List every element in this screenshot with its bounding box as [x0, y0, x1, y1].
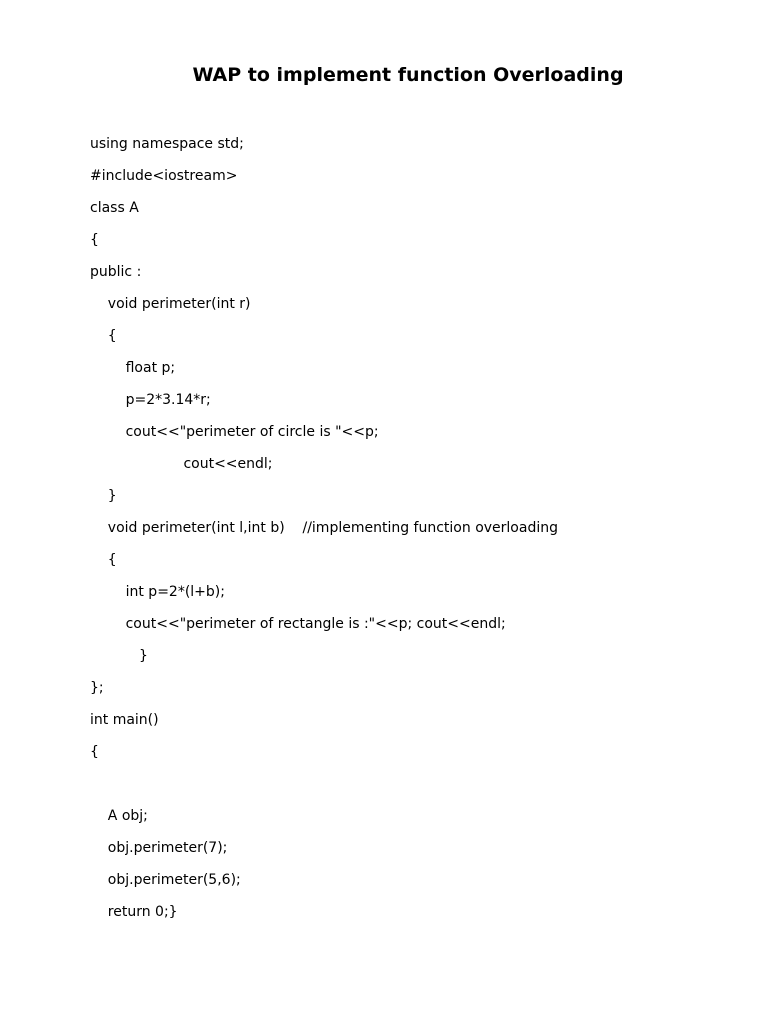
- code-line: {: [90, 328, 117, 344]
- code-line: }: [90, 648, 148, 664]
- code-line: obj.perimeter(5,6);: [90, 872, 241, 888]
- code-line: int p=2*(l+b);: [90, 584, 225, 600]
- code-line: [90, 772, 558, 804]
- code-line: A obj;: [90, 808, 148, 824]
- code-line: {: [90, 232, 99, 248]
- code-line: #include<iostream>: [90, 168, 238, 184]
- code-line: class A: [90, 200, 139, 216]
- code-line: void perimeter(int r): [90, 296, 251, 312]
- code-line: cout<<"perimeter of rectangle is :"<<p; cout<<endl;: [90, 616, 506, 632]
- code-listing: [90, 132, 558, 932]
- code-line: return 0;}: [90, 904, 178, 920]
- code-line: cout<<endl;: [90, 456, 273, 472]
- code-line: cout<<"perimeter of circle is "<<p;: [90, 424, 379, 440]
- code-line: float p;: [90, 360, 176, 376]
- code-line: obj.perimeter(7);: [90, 840, 228, 856]
- code-line: }: [90, 488, 117, 504]
- code-line: using namespace std;: [90, 136, 244, 152]
- code-line: {: [90, 744, 99, 760]
- document-title: WAP to implement function Overloading: [192, 64, 624, 86]
- code-line: };: [90, 680, 104, 696]
- code-line: void perimeter(int l,int b) //implementing function overloading: [90, 520, 558, 536]
- code-line: public :: [90, 264, 142, 280]
- code-line: {: [90, 552, 117, 568]
- code-line: p=2*3.14*r;: [90, 392, 211, 408]
- code-line: int main(): [90, 712, 159, 728]
